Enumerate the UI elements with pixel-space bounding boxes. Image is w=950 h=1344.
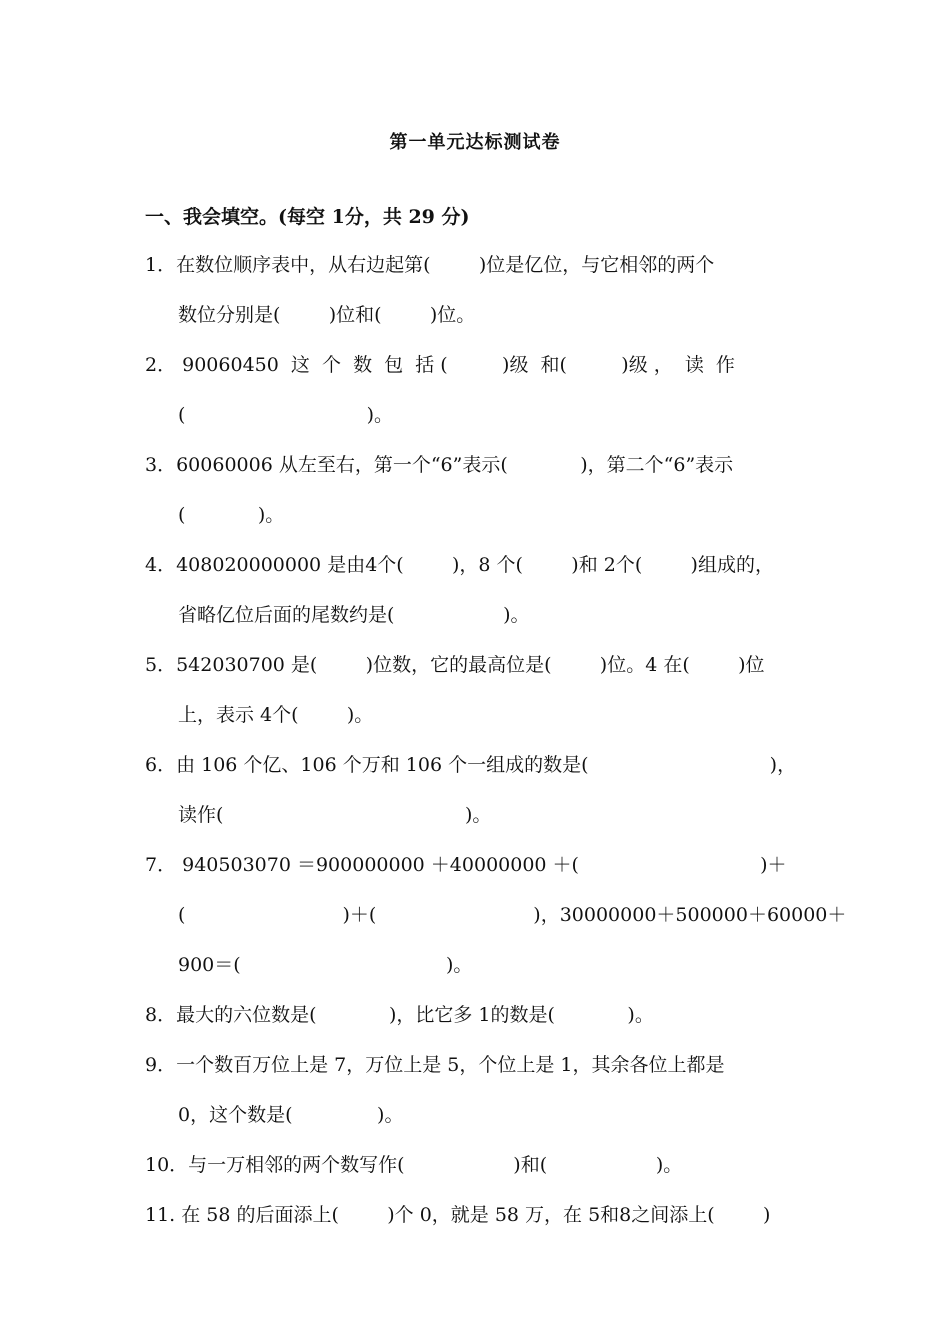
question-5-line-1: 5．542030700 是( )位数，它的最高位是( )位。4 在( )位 [145,654,765,676]
question-10-line-1: 10．与一万相邻的两个数写作( )和( )。 [145,1154,683,1176]
question-7-line-3: 900＝( )。 [178,954,473,976]
question-7-line-2: ( )＋( )，30000000＋500000＋60000＋ [178,904,847,926]
question-1-line-1: 1．在数位顺序表中，从右边起第( )位是亿位，与它相邻的两个 [145,254,715,276]
question-2-line-1: 2． 90060450 这 个 数 包 括 ( )级 和( )级 ， 读 作 [145,354,735,376]
question-6-line-1: 6．由 106 个亿、106 个万和 106 个一组成的数是( )， [145,754,797,776]
question-7-line-1: 7． 940503070 ＝900000000 ＋40000000 ＋( )＋ [145,854,787,876]
question-11-line-1: 11. 在 58 的后面添上( )个 0，就是 58 万，在 5和8之间添上( ) [145,1204,771,1226]
question-3-line-1: 3．60060006 从左至右，第一个“6”表示( )，第二个“6”表示 [145,454,734,476]
section-heading: 一、我会填空。(每空 1分，共 29 分) [145,206,470,228]
question-9-line-1: 9．一个数百万位上是 7，万位上是 5，个位上是 1，其余各位上都是 [145,1054,725,1076]
question-9-line-2: 0，这个数是( )。 [178,1104,404,1126]
question-2-line-2: ( )。 [178,404,394,426]
question-4-line-2: 省略亿位后面的尾数约是( )。 [178,604,530,626]
page-title: 第一单元达标测试卷 [389,132,561,153]
question-3-line-2: ( )。 [178,504,285,526]
question-4-line-1: 4．408020000000 是由4个( )，8 个( )和 2个( )组成的， [145,554,774,576]
question-5-line-2: 上，表示 4个( )。 [178,704,374,726]
question-1-line-2: 数位分别是( )位和( )位。 [178,304,476,326]
question-6-line-2: 读作( )。 [178,804,492,826]
question-8-line-1: 8．最大的六位数是( )，比它多 1的数是( )。 [145,1004,654,1026]
